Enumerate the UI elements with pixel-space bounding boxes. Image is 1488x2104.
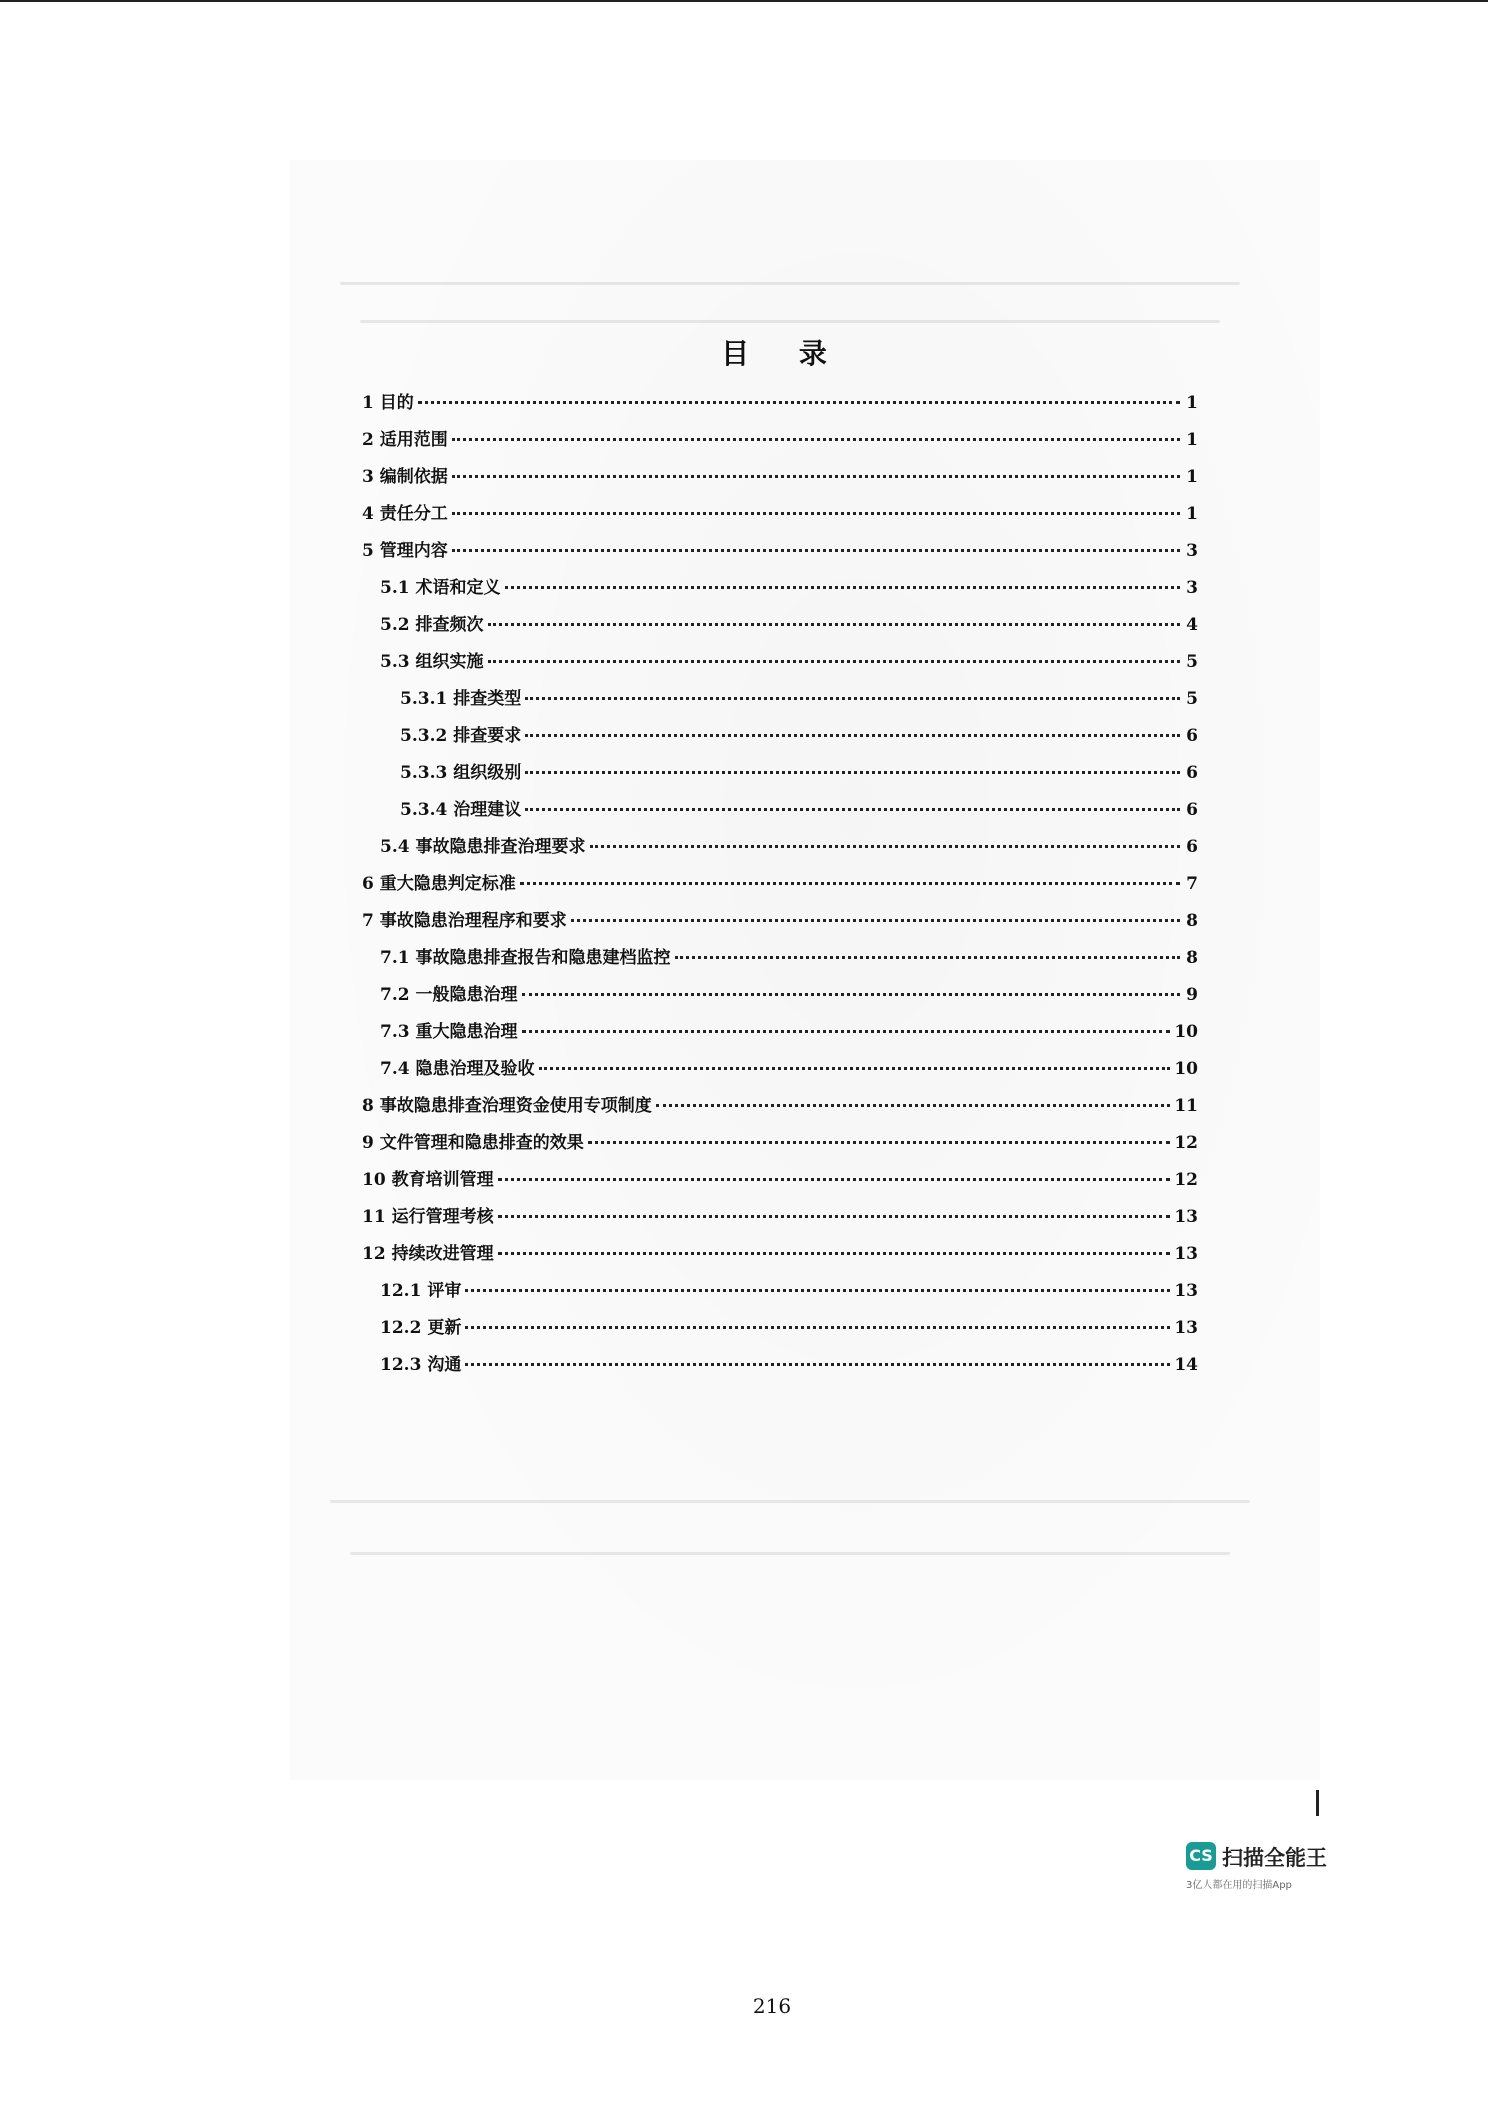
toc-entry[interactable] xyxy=(362,1350,1198,1387)
toc-entry-page: 13 xyxy=(1174,1318,1198,1338)
toc-entry-label: 5.3.4 治理建议 xyxy=(400,800,522,820)
toc-entry[interactable] xyxy=(362,1128,1198,1165)
toc-entry[interactable] xyxy=(362,980,1198,1017)
toc-entry[interactable] xyxy=(362,499,1198,536)
toc-entry-label: 12 持续改进管理 xyxy=(362,1244,494,1264)
toc-entry[interactable] xyxy=(362,1017,1198,1054)
toc-entry-page: 6 xyxy=(1186,763,1198,783)
toc-entry-label: 7.2 一般隐患治理 xyxy=(380,985,518,1005)
toc-dot-leader xyxy=(465,1363,1170,1366)
toc-entry[interactable] xyxy=(362,758,1198,795)
toc-entry[interactable] xyxy=(362,943,1198,980)
toc-entry-page: 6 xyxy=(1186,837,1198,857)
toc-entry-page: 12 xyxy=(1174,1170,1198,1190)
toc-entry-label: 4 责任分工 xyxy=(362,504,448,524)
watermark-name: 扫描全能王 xyxy=(1222,1846,1327,1870)
toc-dot-leader xyxy=(656,1104,1171,1107)
toc-entry[interactable] xyxy=(362,462,1198,499)
toc-entry-label: 5.3.1 排查类型 xyxy=(400,689,522,709)
toc-entry[interactable] xyxy=(362,1054,1198,1091)
toc-dot-leader xyxy=(498,1215,1171,1218)
toc-entry-label: 7.4 隐患治理及验收 xyxy=(380,1059,535,1079)
toc-entry-label: 6 重大隐患判定标准 xyxy=(362,874,516,894)
toc-entry-label: 12.1 评审 xyxy=(380,1281,462,1301)
toc-dot-leader xyxy=(522,993,1181,996)
toc-dot-leader xyxy=(498,1178,1171,1181)
toc-entry-page: 10 xyxy=(1174,1059,1198,1079)
toc-entry[interactable] xyxy=(362,721,1198,758)
toc-dot-leader xyxy=(505,586,1181,589)
bleed-through-line xyxy=(360,320,1220,323)
toc-entry[interactable] xyxy=(362,647,1198,684)
toc-entry-page: 9 xyxy=(1186,985,1198,1005)
page-edge-mark xyxy=(1316,1790,1319,1816)
toc-entry-page: 1 xyxy=(1186,393,1198,413)
toc-dot-leader xyxy=(675,956,1181,959)
toc-entry-page: 13 xyxy=(1174,1244,1198,1264)
toc-entry-label: 8 事故隐患排查治理资金使用专项制度 xyxy=(362,1096,652,1116)
toc-dot-leader xyxy=(525,734,1180,737)
bleed-through-line xyxy=(330,1500,1250,1503)
toc-entry[interactable] xyxy=(362,1202,1198,1239)
toc-entry-label: 7 事故隐患治理程序和要求 xyxy=(362,911,567,931)
toc-entry-label: 5.2 排查频次 xyxy=(380,615,484,635)
toc-entry-label: 5.3.3 组织级别 xyxy=(400,763,522,783)
toc-entry-label: 1 目的 xyxy=(362,393,414,413)
toc-entry-page: 10 xyxy=(1174,1022,1198,1042)
toc-dot-leader xyxy=(539,1067,1171,1070)
toc-entry-page: 8 xyxy=(1186,911,1198,931)
page-number: 216 xyxy=(752,1994,792,2018)
toc-entry-label: 5.4 事故隐患排查治理要求 xyxy=(380,837,586,857)
toc-entry-label: 12.3 沟通 xyxy=(380,1355,462,1375)
toc-entry-label: 7.1 事故隐患排查报告和隐患建档监控 xyxy=(380,948,671,968)
toc-entry-page: 5 xyxy=(1186,689,1198,709)
toc-entry-page: 14 xyxy=(1174,1355,1198,1375)
toc-entry[interactable] xyxy=(362,906,1198,943)
toc-entry-label: 7.3 重大隐患治理 xyxy=(380,1022,518,1042)
toc-dot-leader xyxy=(452,512,1180,515)
toc-dot-leader xyxy=(571,919,1180,922)
toc-dot-leader xyxy=(488,660,1181,663)
toc-entry[interactable] xyxy=(362,1239,1198,1276)
toc-dot-leader xyxy=(590,845,1181,848)
toc-entry-page: 7 xyxy=(1186,874,1198,894)
toc-entry-page: 1 xyxy=(1186,467,1198,487)
toc-dot-leader xyxy=(452,549,1180,552)
toc-entry[interactable] xyxy=(362,1091,1198,1128)
bleed-through-line xyxy=(350,1552,1230,1555)
toc-entry-page: 12 xyxy=(1174,1133,1198,1153)
toc-dot-leader xyxy=(588,1141,1171,1144)
toc-entry[interactable] xyxy=(362,610,1198,647)
watermark-tagline: 3亿人都在用的扫描App xyxy=(1186,1880,1292,1891)
toc-dot-leader xyxy=(520,882,1180,885)
top-border xyxy=(0,0,1488,2)
toc-dot-leader xyxy=(418,401,1180,404)
toc-entry-page: 1 xyxy=(1186,430,1198,450)
page-title: 目 录 xyxy=(721,337,847,370)
camscanner-logo-icon: CS xyxy=(1186,1842,1216,1870)
toc-dot-leader xyxy=(488,623,1181,626)
toc-entry[interactable] xyxy=(362,573,1198,610)
toc-entry-label: 5 管理内容 xyxy=(362,541,448,561)
toc-entry-page: 6 xyxy=(1186,726,1198,746)
toc-entry[interactable] xyxy=(362,684,1198,721)
toc-entry-label: 5.3.2 排查要求 xyxy=(400,726,522,746)
table-of-contents xyxy=(362,388,1198,1387)
toc-entry-page: 5 xyxy=(1186,652,1198,672)
toc-entry-page: 1 xyxy=(1186,504,1198,524)
toc-dot-leader xyxy=(465,1289,1170,1292)
toc-entry[interactable] xyxy=(362,1276,1198,1313)
toc-dot-leader xyxy=(525,771,1180,774)
toc-entry-page: 8 xyxy=(1186,948,1198,968)
toc-entry[interactable] xyxy=(362,1165,1198,1202)
toc-entry[interactable] xyxy=(362,388,1198,425)
toc-dot-leader xyxy=(465,1326,1170,1329)
toc-entry-page: 4 xyxy=(1186,615,1198,635)
toc-entry-label: 2 适用范围 xyxy=(362,430,448,450)
toc-entry-page: 3 xyxy=(1186,541,1198,561)
toc-entry[interactable] xyxy=(362,425,1198,462)
toc-dot-leader xyxy=(498,1252,1171,1255)
toc-dot-leader xyxy=(525,697,1180,700)
toc-dot-leader xyxy=(525,808,1180,811)
toc-entry-label: 12.2 更新 xyxy=(380,1318,462,1338)
toc-entry-label: 3 编制依据 xyxy=(362,467,448,487)
toc-entry-page: 13 xyxy=(1174,1207,1198,1227)
toc-entry-label: 5.1 术语和定义 xyxy=(380,578,501,598)
toc-entry[interactable] xyxy=(362,795,1198,832)
toc-entry-label: 11 运行管理考核 xyxy=(362,1207,494,1227)
toc-entry-page: 13 xyxy=(1174,1281,1198,1301)
bleed-through-line xyxy=(340,282,1240,285)
toc-entry-label: 10 教育培训管理 xyxy=(362,1170,494,1190)
toc-entry-label: 9 文件管理和隐患排查的效果 xyxy=(362,1133,584,1153)
toc-dot-leader xyxy=(452,438,1180,441)
toc-entry-label: 5.3 组织实施 xyxy=(380,652,484,672)
toc-entry-page: 6 xyxy=(1186,800,1198,820)
toc-dot-leader xyxy=(522,1030,1171,1033)
toc-entry-page: 3 xyxy=(1186,578,1198,598)
toc-entry[interactable] xyxy=(362,536,1198,573)
toc-entry-page: 11 xyxy=(1174,1096,1198,1116)
toc-entry[interactable] xyxy=(362,1313,1198,1350)
toc-entry[interactable] xyxy=(362,869,1198,906)
toc-entry[interactable] xyxy=(362,832,1198,869)
toc-dot-leader xyxy=(452,475,1180,478)
